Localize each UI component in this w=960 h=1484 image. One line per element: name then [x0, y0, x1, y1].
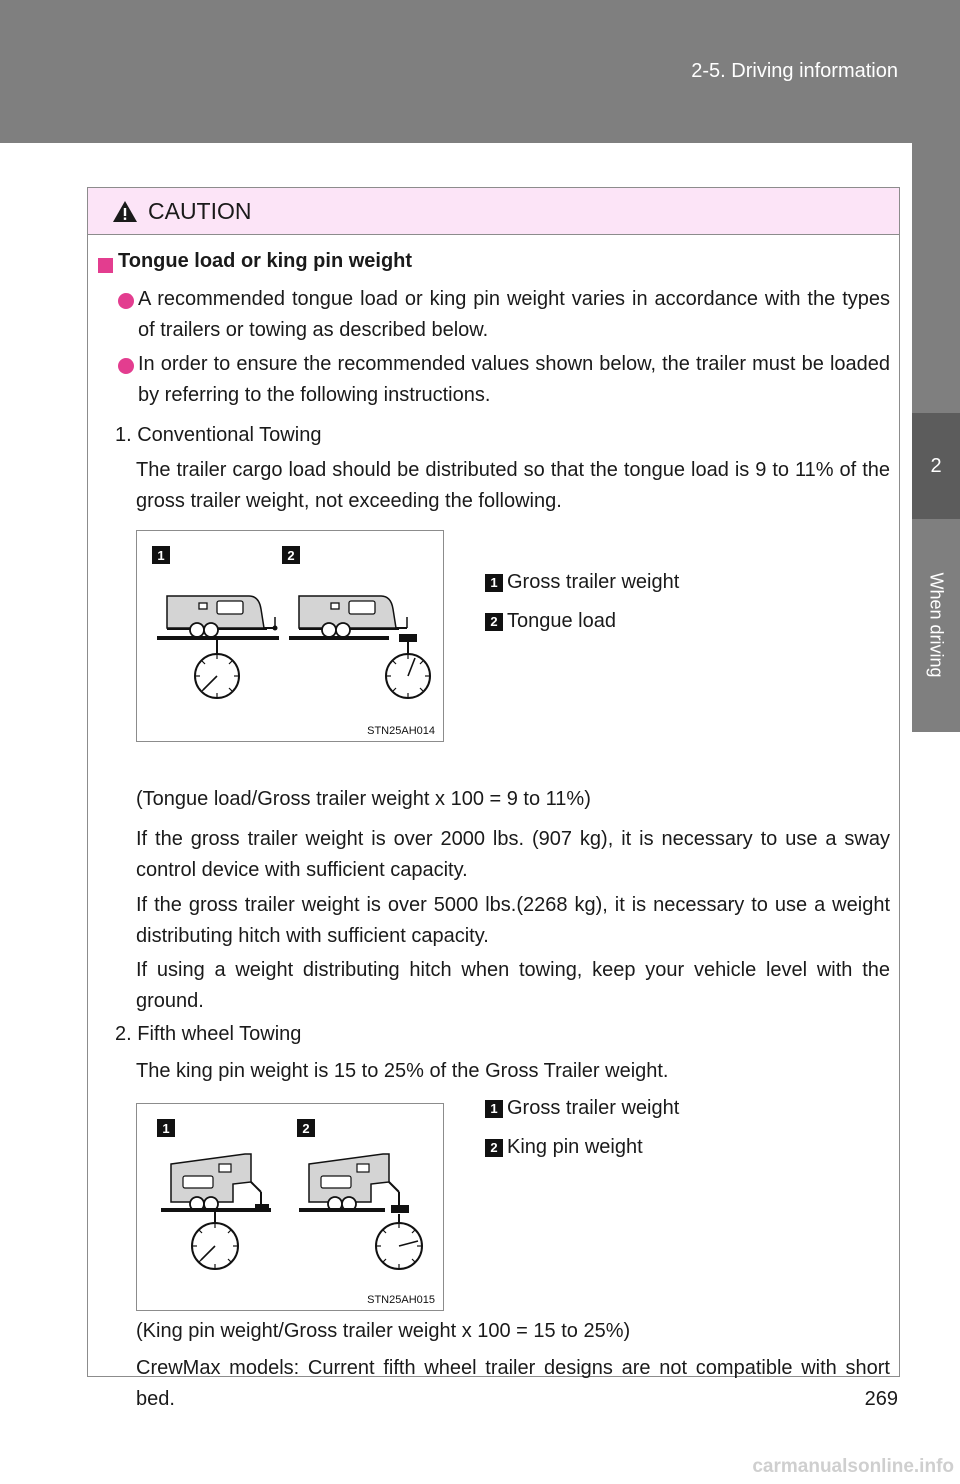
caution-heading: Tongue load or king pin weight — [118, 250, 413, 272]
watermark: carmanualsonline.info — [752, 1456, 954, 1477]
warning-triangle-icon — [112, 200, 138, 223]
scale-gauge-b — [386, 642, 430, 698]
scale-gauge-d — [376, 1214, 422, 1269]
legend-item — [485, 610, 616, 633]
step-intro: The trailer cargo load should be distributed so that the tongue load is 9 to 11% of the gross trailer weight, not exceeding the following. — [136, 459, 890, 512]
circle-bullet-icon — [118, 293, 134, 309]
fifth-wheel-scale-illustration — [137, 1104, 443, 1294]
note-text: If the gross trailer weight is over 2000 lbs. (907 kg), it is necessary to use a sway control device with sufficient capacity. — [136, 828, 890, 881]
step-title: 1. Conventional Towing — [115, 424, 322, 446]
figure-label-2: 2 — [297, 1119, 315, 1137]
page-number: 269 — [864, 1388, 898, 1410]
legend-item — [485, 1136, 643, 1159]
trailer-a — [157, 596, 279, 640]
circle-bullet-icon — [118, 358, 134, 374]
figure-code: STN25AH015 — [367, 1294, 435, 1306]
figure-code: STN25AH014 — [367, 725, 435, 737]
trailer-scale-illustration — [137, 531, 443, 721]
chapter-label: When driving — [926, 572, 947, 678]
legend-label: Gross trailer weight — [507, 571, 680, 593]
formula: (King pin weight/Gross trailer weight x 100 = 15 to 25%) — [136, 1320, 631, 1342]
figure-fifth-wheel-towing — [136, 1103, 444, 1311]
figure-conventional-towing — [136, 530, 444, 742]
legend-label: Gross trailer weight — [507, 1097, 680, 1119]
square-bullet-icon — [98, 258, 113, 273]
bullet-text: A recommended tongue load or king pin weight varies in accordance with the types of trailers or towing as described below. — [138, 288, 890, 341]
scale-gauge-c — [192, 1212, 238, 1269]
caution-header — [88, 188, 899, 235]
legend-number-badge: 1 — [485, 1100, 503, 1118]
step-title: 2. Fifth wheel Towing — [115, 1023, 302, 1045]
chapter-number-tab[interactable]: 2 — [912, 413, 960, 519]
side-tab-upper — [912, 143, 960, 413]
trailer-b — [289, 596, 417, 642]
figure-label-2: 2 — [282, 546, 300, 564]
scale-gauge-a — [195, 640, 239, 698]
figure-label-1: 1 — [157, 1119, 175, 1137]
legend-label: King pin weight — [507, 1136, 643, 1158]
legend-number-badge: 2 — [485, 1139, 503, 1157]
caution-title: CAUTION — [148, 197, 252, 224]
note-text: CrewMax models: Current fifth wheel trailer designs are not compatible with short bed. — [136, 1357, 890, 1410]
note-text: If the gross trailer weight is over 5000 lbs.(2268 kg), it is necessary to use a weight distributing hitch with sufficient capacity. — [136, 894, 890, 947]
fifth-wheel-trailer-b — [299, 1154, 409, 1213]
bullet-text: In order to ensure the recommended values shown below, the trailer must be loaded by referring to the following instructions. — [138, 353, 890, 406]
note-text: If using a weight distributing hitch when towing, keep your vehicle level with the ground. — [136, 959, 890, 1012]
legend-item — [485, 571, 679, 594]
legend-number-badge: 1 — [485, 574, 503, 592]
legend-item — [485, 1097, 679, 1120]
section-title: 2-5. Driving information — [691, 60, 898, 82]
legend-label: Tongue load — [507, 610, 616, 632]
step-intro: The king pin weight is 15 to 25% of the Gross Trailer weight. — [136, 1060, 669, 1082]
formula: (Tongue load/Gross trailer weight x 100 = 9 to 11%) — [136, 788, 591, 810]
figure-label-1: 1 — [152, 546, 170, 564]
fifth-wheel-trailer-a — [161, 1154, 271, 1212]
legend-number-badge: 2 — [485, 613, 503, 631]
